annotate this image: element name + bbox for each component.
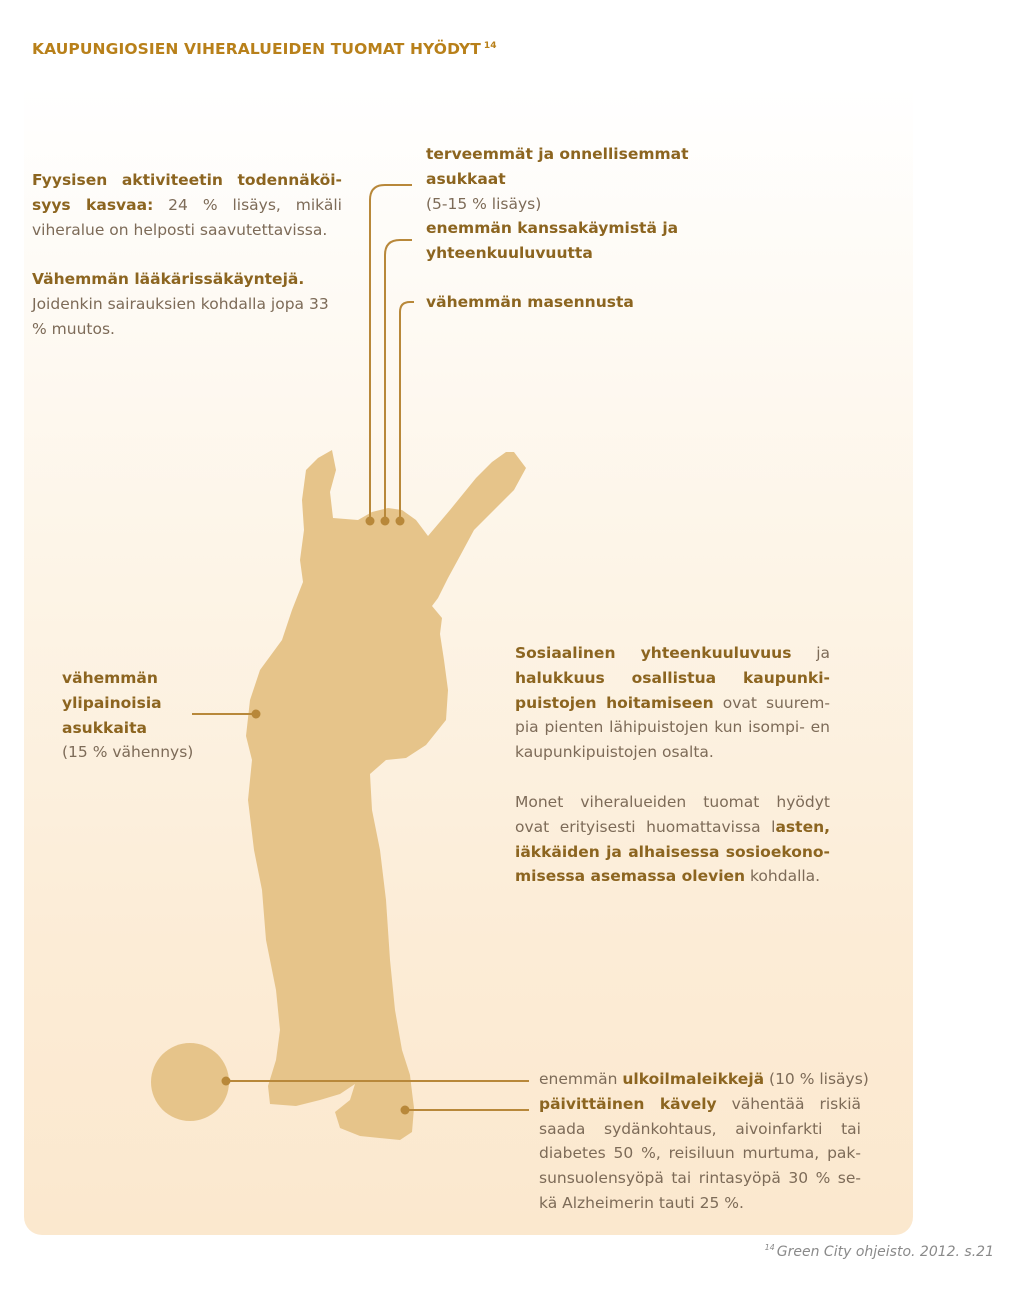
outdoor-play-bold: ulkoilmaleikkejä: [622, 1070, 765, 1088]
physical-activity-heading: Fyysisen aktiviteetin todennäköi- syys kasvaa:: [32, 171, 342, 214]
benefits-groups-bold: asten, iäkkäiden ja alhaisessa sosioekono- misessa asemassa olevien: [515, 817, 830, 886]
depression-heading: vähemmän masennusta: [426, 293, 634, 311]
leader-line-depression: [400, 302, 414, 521]
healthier-residents-callout: [426, 142, 726, 216]
doctor-visits-body: Joidenkin sairauksien kohdalla jopa 33 % muutos.: [32, 294, 329, 338]
footnote-text: Green City ohjeisto. 2012. s.21: [776, 1244, 994, 1260]
benefits-groups-plain-2: kohdalla.: [745, 867, 821, 886]
outdoor-play-value: (10 % lisäys): [764, 1070, 869, 1088]
social-cohesion-bold-1: Sosiaalinen yhteenkuuluvuus: [515, 644, 792, 662]
benefits-groups-plain-1: Monet viheralueiden tuomat hyödyt ovat erityisesti huomattavissa l: [515, 793, 830, 836]
doctor-visits-text: [32, 267, 342, 341]
social-cohesion-text: [515, 641, 830, 765]
depression-callout: [426, 290, 726, 315]
foot-dot: [401, 1106, 410, 1115]
overweight-callout: [62, 666, 212, 765]
leader-line-healthier: [370, 185, 412, 521]
source-footnote: [765, 1243, 994, 1260]
walking-body: vähentää riskiä saada sydänkohtaus, aivoinfarkti tai diabetes 50 %, reisiluun murtuma, pak- sunsuolensyöpä tai rintasyöpä 30 % se- kä Alzheimerin tauti 25 %.: [539, 1094, 862, 1212]
overweight-value: (15 % vähennys): [62, 743, 194, 762]
page-title-text: KAUPUNGIOSIEN VIHERALUEIDEN TUOMAT HYÖDYT: [32, 40, 481, 58]
footnote-ref: 14: [764, 1243, 775, 1252]
physical-activity-body: 24 % lisäys, mikäli viheralue on helposti saavutettavissa.: [32, 195, 342, 239]
physical-activity-text: [32, 168, 342, 242]
ball-dot: [222, 1077, 231, 1086]
social-cohesion-plain-2: ovat suurem- pia pienten lähipuistojen kun isompi- en kaupunkipuistojen osalta.: [515, 693, 830, 762]
head-dot-3: [396, 517, 405, 526]
social-cohesion-plain-1: ja: [791, 644, 830, 662]
healthier-residents-value: (5-15 % lisäys): [426, 194, 542, 213]
child-silhouette: [246, 450, 526, 1140]
title-footnote-ref: 14: [483, 41, 497, 51]
benefits-groups-text: [515, 790, 830, 889]
interaction-heading: enemmän kanssakäymistä ja yhteenkuuluvuutta: [426, 219, 679, 262]
overweight-heading: vähemmän ylipainoisia asukkaita: [62, 669, 162, 737]
outdoor-walking-text: [539, 1067, 869, 1216]
leader-line-interaction: [385, 240, 412, 521]
head-dot-2: [381, 517, 390, 526]
doctor-visits-heading: Vähemmän lääkärissäkäyntejä.: [32, 270, 305, 288]
healthier-residents-heading: terveemmät ja onnellisemmat asukkaat: [426, 145, 689, 188]
interaction-callout: [426, 216, 716, 266]
belly-dot: [252, 710, 261, 719]
walking-bold: päivittäinen kävely: [539, 1094, 717, 1113]
ball-shape: [151, 1043, 229, 1121]
outdoor-play-plain-1: enemmän: [539, 1070, 623, 1088]
outdoor-play-line: [539, 1067, 869, 1092]
social-cohesion-bold-2: halukkuus osallistua kaupunki- puistojen hoitamiseen: [515, 668, 830, 712]
head-dot-1: [366, 517, 375, 526]
